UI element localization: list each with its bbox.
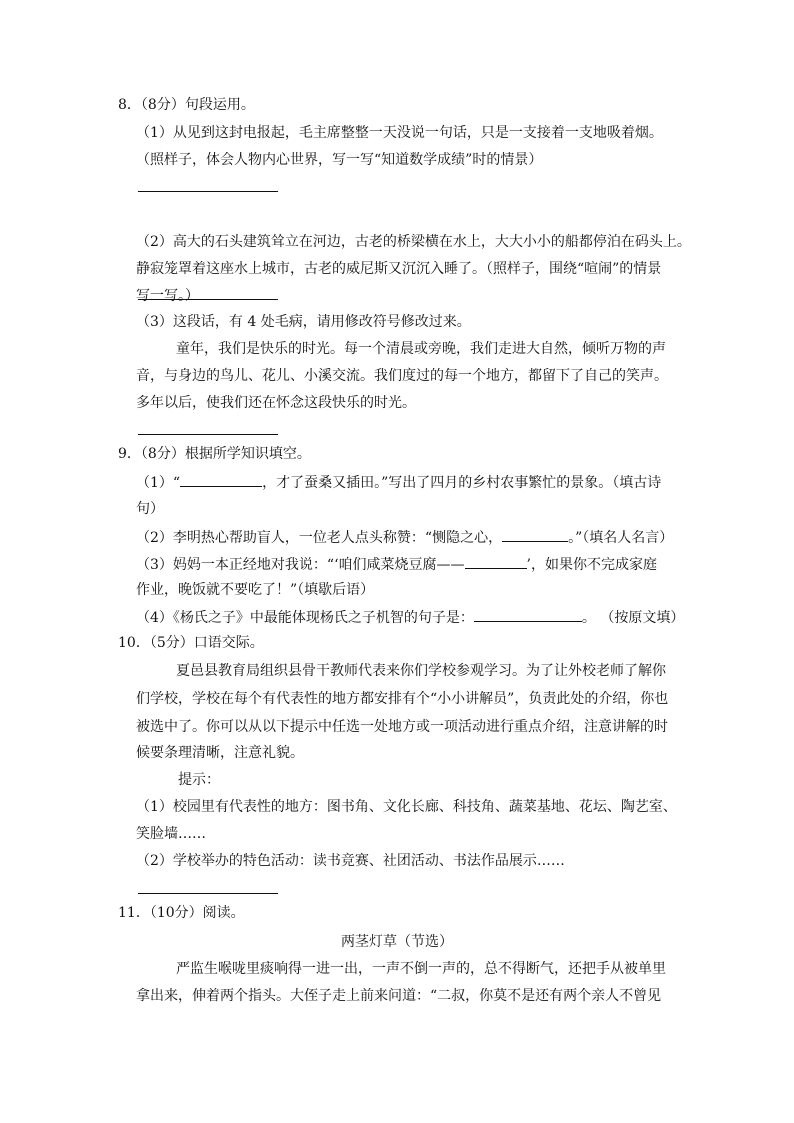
q8-part3-line3: 多年以后，使我们还在怀念这段快乐的时光。 [136,395,416,411]
q9-s4-prefix: （4）《杨氏之子》中最能体现杨氏之子机智的句子是： [136,610,474,626]
q9-sentence1-cont: 句） [136,501,164,517]
q10-line1: 夏邑县教育局组织县骨干教师代表来你们学校参观学习。为了让外校老师了解你 [176,663,666,679]
q10-line2: 们学校，学校在每个有代表性的地方都安排有个“小小讲解员”，负责此处的介绍，你也 [136,691,669,707]
q9-s4-suffix: 。 （按原文填） [581,610,685,626]
q9-header: 9．（8分）根据所学知识填空。 [118,446,311,462]
q8-part2-line2: 静寂笼罩着这座水上城市，古老的威尼斯又沉沉入睡了。（照样子，围绕“喧闹”的情景 [136,261,662,277]
q8-part1-line1: （1）从见到这封电报起，毛主席整整一天没说一句话，只是一支接着一支地吸着烟。 [136,125,663,141]
q9-s1-blank[interactable] [180,472,262,487]
q9-sentence4 [136,607,684,628]
q9-sentence3-cont: 作业，晚饭就不要吃了！”（填歇后语） [136,582,375,598]
q9-s2-suffix: 。”（填名人名言） [568,530,674,546]
q11-passage-line2: 拿出来，伸着两个指头。大侄子走上前来问道：“二叔，你莫不是还有两个亲人不曾见 [136,988,662,1004]
q10-hint2: （2）学校举办的特色活动：读书竞赛、社团活动、书法作品展示…… [136,853,565,869]
q9-s1-suffix: ，才了蚕桑又插田。”写出了四月的乡村农事繁忙的景象。（填古诗 [262,475,662,491]
q9-s3-prefix: （3）妈妈一本正经地对我说：“‘咱们咸菜烧豆腐—— [136,557,465,573]
q8-part3-instruction: （3）这段话，有 4 处毛病，请用修改符号修改过来。 [136,314,471,330]
q8-part3-line2: 音，与身边的鸟儿、花儿、小溪交流。我们度过的每一个地方，都留下了自己的笑声。 [136,368,668,384]
q8-part3-line1: 童年，我们是快乐的时光。每一个清晨或旁晚，我们走进大自然，倾听万物的声 [176,341,666,357]
q9-sentence3 [136,554,657,575]
q10-line4: 候要条理清晰，注意礼貌。 [136,745,304,761]
q11-passage-line1: 严监生喉咙里痰响得一进一出，一声不倒一声的，总不得断气，还把手从被单里 [176,961,666,977]
q9-s2-blank[interactable] [502,527,568,542]
q9-sentence2 [136,527,673,548]
q9-s3-suffix: ’，如果你不完成家庭 [526,557,657,573]
q9-s2-prefix: （2）李明热心帮助盲人，一位老人点头称赞：“恻隐之心， [136,530,503,546]
q9-sentence1 [136,472,661,493]
q9-s1-prefix: （1）“ [136,475,181,491]
q9-s4-blank[interactable] [474,607,582,622]
q10-answer-line [138,893,278,894]
q10-hint-label: 提示： [178,772,220,788]
q10-line3: 被选中了。你可以从以下提示中任选一处地方或一项活动进行重点介绍，注意讲解的时 [136,719,668,735]
q8-part2-line1: （2）高大的石头建筑耸立在河边，古老的桥梁横在水上，大大小小的船都停泊在码头上。 [136,234,691,250]
q8-part2-line3: 写一写。） [136,288,199,304]
q10-hint1-line2: 笑脸墙…… [136,826,206,842]
q8-part3-answer-line [138,434,278,435]
q11-passage-title: 两茎灯草（节选） [341,934,453,950]
q8-header: 8．（8分）句段运用。 [118,97,255,113]
q10-hint1-line1: （1）校园里有代表性的地方：图书角、文化长廊、科技角、蔬菜基地、花坛、陶艺室、 [136,799,677,815]
q9-s3-blank[interactable] [465,554,527,569]
q11-header: 11．（10分）阅读。 [118,905,245,921]
q8-part1-line2: （照样子，体会人物内心世界，写一写“知道数学成绩”时的情景） [136,152,543,168]
q8-part2-answer-line [138,299,278,300]
q10-header: 10．（5分）口语交际。 [118,635,264,651]
q8-part1-answer-line [138,191,278,192]
